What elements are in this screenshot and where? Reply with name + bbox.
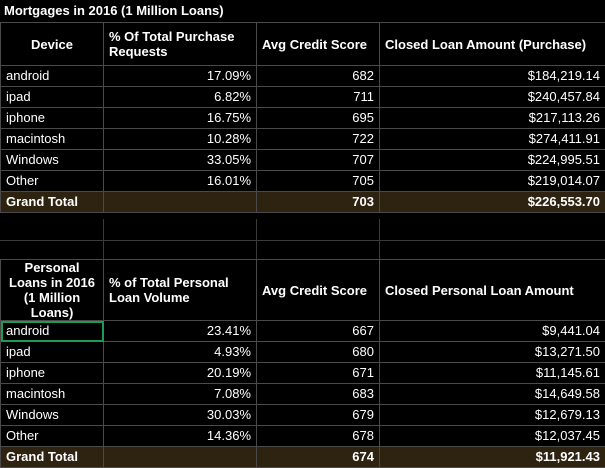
pct-cell[interactable]: 30.03%: [104, 405, 257, 426]
credit-cell[interactable]: 707: [257, 150, 380, 171]
pct-cell[interactable]: 7.08%: [104, 384, 257, 405]
device-cell[interactable]: Windows: [1, 405, 104, 426]
pct-cell[interactable]: 4.93%: [104, 342, 257, 363]
gridline: [103, 219, 104, 259]
device-cell[interactable]: macintosh: [1, 129, 104, 150]
credit-cell[interactable]: 679: [257, 405, 380, 426]
device-cell[interactable]: ipad: [1, 342, 104, 363]
device-cell[interactable]: macintosh: [1, 384, 104, 405]
device-cell[interactable]: Other: [1, 171, 104, 192]
pct-cell[interactable]: 10.28%: [104, 129, 257, 150]
grand-total-label[interactable]: Grand Total: [1, 447, 104, 468]
device-cell[interactable]: Other: [1, 426, 104, 447]
pct-cell[interactable]: 20.19%: [104, 363, 257, 384]
table-row: [1, 342, 605, 363]
pct-cell[interactable]: 6.82%: [104, 87, 257, 108]
table-row: [1, 363, 605, 384]
header-avg-credit[interactable]: Avg Credit Score: [257, 23, 380, 66]
pct-cell[interactable]: 16.01%: [104, 171, 257, 192]
grand-total-row: [1, 192, 605, 213]
credit-cell[interactable]: 722: [257, 129, 380, 150]
amount-cell[interactable]: $184,219.14: [380, 66, 605, 87]
credit-cell[interactable]: 683: [257, 384, 380, 405]
table-row: [1, 108, 605, 129]
device-cell-selected[interactable]: android: [1, 321, 104, 342]
table-row: [1, 426, 605, 447]
table-row: [1, 384, 605, 405]
header-pct-personal[interactable]: % of Total Personal Loan Volume: [104, 260, 257, 321]
grand-total-row: [1, 447, 605, 468]
amount-cell[interactable]: $9,441.04: [380, 321, 605, 342]
pct-cell[interactable]: 16.75%: [104, 108, 257, 129]
personal-loans-table: [0, 259, 605, 468]
device-cell[interactable]: Windows: [1, 150, 104, 171]
personal-header-row: [1, 260, 605, 321]
amount-cell[interactable]: $217,113.26: [380, 108, 605, 129]
table-row: [1, 405, 605, 426]
amount-cell[interactable]: $224,995.51: [380, 150, 605, 171]
total-amount-cell[interactable]: $11,921.43: [380, 447, 605, 468]
credit-cell[interactable]: 695: [257, 108, 380, 129]
total-credit-cell[interactable]: 703: [257, 192, 380, 213]
gridline: [256, 219, 257, 259]
total-credit-cell[interactable]: 674: [257, 447, 380, 468]
device-cell[interactable]: android: [1, 66, 104, 87]
credit-cell[interactable]: 667: [257, 321, 380, 342]
table-row: [1, 171, 605, 192]
amount-cell[interactable]: $240,457.84: [380, 87, 605, 108]
credit-cell[interactable]: 705: [257, 171, 380, 192]
device-cell[interactable]: iphone: [1, 363, 104, 384]
header-pct-purchase[interactable]: % Of Total Purchase Requests: [104, 23, 257, 66]
amount-cell[interactable]: $12,037.45: [380, 426, 605, 447]
pct-cell[interactable]: 23.41%: [104, 321, 257, 342]
credit-cell[interactable]: 678: [257, 426, 380, 447]
total-pct-cell[interactable]: [104, 447, 257, 468]
amount-cell[interactable]: $11,145.61: [380, 363, 605, 384]
total-pct-cell[interactable]: [104, 192, 257, 213]
device-cell[interactable]: iphone: [1, 108, 104, 129]
header-closed-amount[interactable]: Closed Loan Amount (Purchase): [380, 23, 605, 66]
header-closed-personal-amount[interactable]: Closed Personal Loan Amount: [380, 260, 605, 321]
mortgages-header-row: [1, 23, 605, 66]
amount-cell[interactable]: $12,679.13: [380, 405, 605, 426]
table-row: [1, 150, 605, 171]
total-amount-cell[interactable]: $226,553.70: [380, 192, 605, 213]
mortgages-table: [0, 22, 605, 213]
gridline: [0, 240, 605, 241]
table-row: [1, 129, 605, 150]
grand-total-label[interactable]: Grand Total: [1, 192, 104, 213]
mortgages-title[interactable]: Mortgages in 2016 (1 Million Loans): [0, 0, 224, 21]
credit-cell[interactable]: 711: [257, 87, 380, 108]
pct-cell[interactable]: 17.09%: [104, 66, 257, 87]
header-personal-loans[interactable]: Personal Loans in 2016 (1 Million Loans): [1, 260, 104, 321]
device-cell[interactable]: ipad: [1, 87, 104, 108]
credit-cell[interactable]: 682: [257, 66, 380, 87]
amount-cell[interactable]: $219,014.07: [380, 171, 605, 192]
pct-cell[interactable]: 33.05%: [104, 150, 257, 171]
amount-cell[interactable]: $14,649.58: [380, 384, 605, 405]
table-row: [1, 66, 605, 87]
table-row: [1, 321, 605, 342]
header-avg-credit[interactable]: Avg Credit Score: [257, 260, 380, 321]
credit-cell[interactable]: 680: [257, 342, 380, 363]
credit-cell[interactable]: 671: [257, 363, 380, 384]
amount-cell[interactable]: $274,411.91: [380, 129, 605, 150]
table-row: [1, 87, 605, 108]
pct-cell[interactable]: 14.36%: [104, 426, 257, 447]
header-device[interactable]: Device: [1, 23, 104, 66]
gridline: [379, 219, 380, 259]
amount-cell[interactable]: $13,271.50: [380, 342, 605, 363]
